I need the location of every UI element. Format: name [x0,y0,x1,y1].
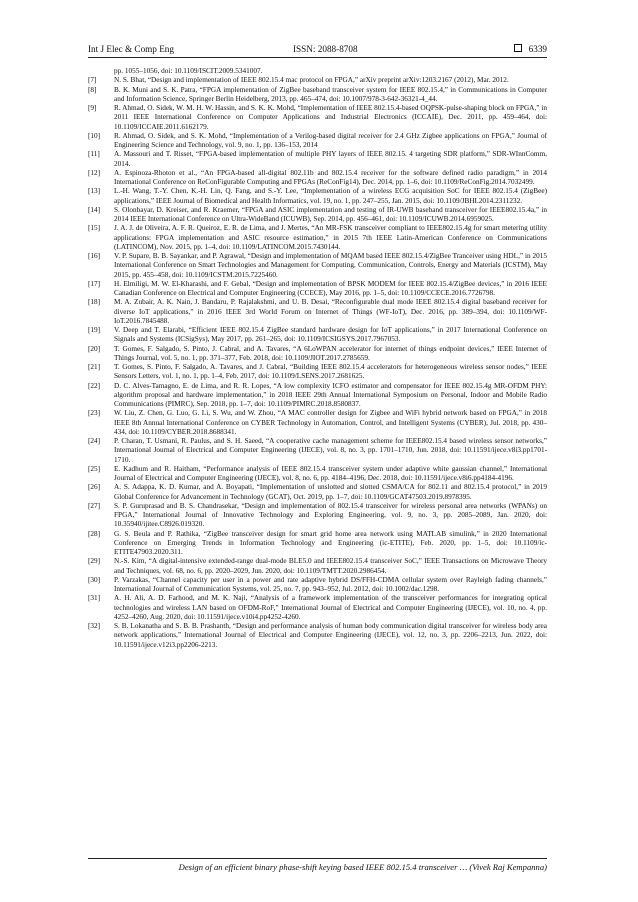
reference-item [88,502,547,530]
page-number-group [514,44,547,54]
reference-number: [19] [88,326,101,334]
reference-text: B. K. Muni and S. K. Patra, “FPGA implementation of ZigBee baseband transceiver system for IEEE 802.15.4,” in Communications in Computer and Information Science, Springer Berlin Heidelberg, 2013, pp. 465–474, doi: 10.1007/978-3-642-36321-4_44. [114,85,547,103]
square-box-icon [514,44,522,52]
reference-continuation-text: pp. 1055–1056, doi: 10.1109/ISCIT.2009.5341007. [114,67,263,75]
reference-text: S. B. Lokanatha and S. B. B. Prashanth, “Design and performance analysis of human body communication digital transceiver for wireless body area network applications,” International Journal of Electrical and Computer Engineering (IJECE), vol. 12, no. 3, pp. 2206–2213, Jun. 2022, doi: 10.11591/ijece.v12i3.pp2206-2213. [114,622,547,649]
reference-number: [13] [88,187,101,196]
reference-item [88,206,547,225]
reference-number: [17] [88,279,101,288]
reference-number: [12] [88,168,101,177]
reference-item [88,169,547,188]
reference-item [88,483,547,502]
reference-item [88,409,547,437]
reference-item [88,326,547,345]
reference-text: S. Olonbayar, D. Kreiser, and R. Kraemer, “FPGA and ASIC implementation and testing of IR-UWB baseband transceiver for IEEE802.15.4a,” in 2014 IEEE International Conference on Ultra-WideBand (ICUWB), Sep. 2014, pp. 456–461, doi: 10.1109/ICUWB.2014.6959025. [114,205,547,223]
reference-number: [27] [88,501,101,510]
reference-text: V. Deep and T. Elarabi, “Efficient IEEE 802.15.4 ZigBee standard hardware design for IoT applications,” in 2017 International Conference on Signals and Systems (ICSigSys), May 2017, pp. 261–265, doi: 10.1109/ICSIGSYS.2017.7967053. [114,326,547,344]
reference-text: T. Gomes, F. Salgado, S. Pinto, J. Cabral, and A. Tavares, “A 6LoWPAN accelerator for internet of things endpoint devices,” IEEE Internet of Things Journal, vol. 5, no. 1, pp. 371–377, Feb. 2018, doi: 10.1109/JIOT.2017.2785659. [114,344,547,362]
reference-item [88,622,547,650]
reference-number: [32] [88,622,101,630]
reference-item [88,76,547,85]
reference-number: [7] [88,76,97,85]
reference-number: [23] [88,409,101,418]
reference-number: [29] [88,557,101,566]
reference-item [88,382,547,410]
reference-item [88,465,547,484]
reference-text: R. Ahmad, O. Sidek, and S. K. Mohd, “Implementation of a Verilog-based digital receiver for 2.4 GHz Zigbee applications on FPGA,” Journal of Engineering Science and Technology, vol. 9, no. 1, pp. 136–153, 2014 [114,131,547,149]
reference-item [88,150,547,169]
running-footer: Design of an efficient binary phase-shift keying based IEEE 802.15.4 transceiver … (Vivek Raj Kempanna) [178,862,547,872]
reference-text: A. H. Ali, A. D. Farhood, and M. K. Naji, “Analysis of a framework implementation of the transceiver performances for integrating optical technologies and wireless LAN based on OFDM-RoF,” International Journal of Electrical and Computer Engineering (IJECE), vol. 10, no. 4, pp. 4252–4260, Aug. 2020, doi: 10.11591/ijece.v10i4.pp4252-4260. [114,594,547,621]
reference-number: [18] [88,298,101,307]
page-number: 6339 [528,44,547,54]
reference-text: A. Espinoza-Rhoton et al., “An FPGA-based all-digital 802.11b and 802.15.4 receiver for the software defined radio paradigm,” in 2014 International Conference on ReConFigurable Computing and FPGAs (ReConFig14), Dec. 2014, pp. 1–6, doi: 10.1109/ReConFig.2014.7032499. [114,168,547,186]
reference-item [88,576,547,595]
reference-number: [21] [88,363,101,371]
reference-number: [15] [88,224,101,233]
reference-text: H. Elmiligi, M. W. El-Kharashi, and F. Gebal, “Design and implementation of BPSK MODEM for IEEE 802.15.4/ZigBee devices,” in 2016 IEEE Canadian Conference on Electrical and Computer Engineering (CCECE), May 2016, pp. 1–5, doi: 10.1109/CCECE.2016.7726798. [114,279,547,297]
reference-item [88,132,547,151]
reference-continuation [88,67,547,76]
footer-rule [88,858,547,859]
reference-text: M. A. Zubair, A. K. Nain, J. Bandaru, P. Rajalakshmi, and U. B. Desai, “Reconfigurable dual mode IEEE 802.15.4 digital baseband receiver for diverse IoT applications,” in 2016 IEEE 3rd World Forum on Internet of Things (WF-IoT), Dec. 2016, pp. 389–394, doi: 10.1109/WF-IoT.2016.7845488. [114,298,547,325]
reference-text: D. C. Alves-Tamagno, E. de Lima, and R. R. Lopes, “A low complexity ICFO estimator and compensator for IEEE 802.15.4g MR-OFDM PHY: algorithm proposal and hardware implementation,” in 2018 IEEE 29th Annual International Symposium on Personal, Indoor and Mobile Radio Communications (PIMRC), Sep. 2018, pp. 1–7, doi: 10.1109/PIMRC.2018.8580837. [114,381,547,408]
reference-text: N.-S. Kim, “A digital-intensive extended-range dual-mode BLE5.0 and IEEE802.15.4 transceiver SoC,” IEEE Transactions on Microwave Theory and Techniques, vol. 68, no. 6, pp. 2020–2029, Jun. 2020, doi: 10.1109/TMTT.2020.2986454. [114,557,547,575]
reference-item [88,363,547,382]
reference-item [88,187,547,206]
reference-text: A. S. Adappa, K. D. Kumar, and A. Boyapati, “Implementation of unslotted and slotted CSMA/CA for 802.11 and 802.15.4 protocol,” in 2019 Global Conference for Advancement in Technology (GCAT), Oct. 2019, pp. 1–7, doi: 10.1109/GCAT47503.2019.8978395. [114,483,547,501]
reference-item [88,280,547,299]
reference-item [88,437,547,465]
journal-name: Int J Elec & Comp Eng [88,44,174,54]
reference-item [88,224,547,252]
reference-item [88,298,547,326]
reference-text: R. Ahmad, O. Sidek, W. M. H. W. Hassin, and S. K. K. Mohd, “Implementation of IEEE 802.15.4-based OQPSK-pulse-shaping block on FPGA,” in 2011 IEEE International Conference on Computer Applications and Industrial Electronics (ICCAIE), Dec. 2011, pp. 459–464, doi: 10.1109/ICCAIE.2011.6162179. [114,104,547,131]
reference-number: [24] [88,437,101,445]
reference-number: [20] [88,344,101,353]
reference-number: [10] [88,131,101,140]
reference-number: [11] [88,150,100,159]
reference-text: S. P. Guruprasad and B. S. Chandrasekar, “Design and implementation of 802.15.4 transceiver for wireless personal area networks (WPANs) on FPGA,” International Journal of Innovative Technology and Exploring Engineering, vol. 9, no. 3, pp. 2085–2089, Jan. 2020, doi: 10.35940/ijitee.C8926.019320. [114,501,547,529]
reference-number: [25] [88,464,101,473]
reference-item [88,530,547,558]
reference-number: [28] [88,529,101,538]
reference-text: E. Kadhum and R. Haitham, “Performance analysis of IEEE 802.15.4 transceiver system under adaptive white gaussian channel,” International Journal of Electrical and Computer Engineering (IJECE), vol. 8, no. 6, pp. 4184–4196, Dec. 2018, doi: 10.11591/ijece.v8i6.pp4184-4196. [114,464,547,482]
reference-item [88,345,547,364]
reference-number: [30] [88,575,101,584]
reference-text: T. Gomes, S. Pinto, F. Salgado, A. Tavares, and J. Cabral, “Building IEEE 802.15.4 accelerators for heterogeneous wireless sensor nodes,” IEEE Sensors Letters, vol. 1, no. 1, pp. 1–4, Feb. 2017, doi: 10.1109/LSENS.2017.2681625. [114,363,547,381]
reference-text: J. A. J. de Oliveira, A. F. R. Queiroz, E. R. de Lima, and J. Mertes, “An MR-FSK transceiver compliant to IEEE802.15.4g for smart metering utility applications: FPGA implementation and ASIC resource estimation,” in 2015 7th IEEE Latin-American Conference on Communications (LATINCOM), Nov. 2015, pp. 1–4, doi: 10.1109/LATINCOM.2015.7430144. [114,224,547,251]
reference-text: N. S. Bhat, “Design and implementation of IEEE 802.15.4 mac protocol on FPGA,” arXiv preprint arXiv:1203.2167 (2012), Mar. 2012. [114,76,509,85]
reference-number: [16] [88,252,101,260]
issn: ISSN: 2088-8708 [293,44,358,54]
reference-number: [9] [88,104,97,112]
reference-text: P. Varzakas, “Channel capacity per user in a power and rate adaptive hybrid DS/FFH-CDMA cellular system over Rayleigh fading channels,” International Journal of Communication Systems, vol. 25, no. 7, pp. 943–952, Jul. 2012, doi: 10.1002/dac.1298. [114,575,547,593]
reference-item [88,557,547,576]
reference-number: [31] [88,594,101,603]
reference-text: L.-H. Wang, T.-Y. Chen, K.-H. Lin, Q. Fang, and S.-Y. Lee, “Implementation of a wireless ECG acquisition SoC for IEEE 802.15.4 (ZigBee) applications,” IEEE Journal of Biomedical and Health Informatics, vol. 19, no. 1, pp. 247–255, Jan. 2015, doi: 10.1109/JBHI.2014.2311232. [114,187,547,205]
reference-number: [8] [88,85,97,94]
reference-item [88,594,547,622]
reference-item [88,104,547,132]
reference-list [88,67,547,650]
reference-number: [26] [88,483,101,492]
reference-number: [22] [88,381,101,390]
reference-text: W. Liu, Z. Chen, G. Luo, G. Li, S. Wu, and W. Zhou, “A MAC controller design for Zigbee and WiFi hybrid network based on FPGA,” in 2018 IEEE 8th Annual International Conference on CYBER Technology in Automation, Control, and Intelligent Systems (CYBER), Jul. 2018, pp. 430–434, doi: 10.1109/CYBER.2018.8688341. [114,409,547,436]
reference-text: V. P. Supare, B. B. Sayankar, and P. Agrawal, “Design and implementation of MQAM based IEEE 802.15.4/ZigBee Tranceiver using HDL,” in 2015 International Conference on Smart Technologies and Management for Computing, Communication, Controls, Energy and Materials (ICSTM), May 2015, pp. 455–458, doi: 10.1109/ICSTM.2015.7225460. [114,252,547,279]
reference-text: A. Massouri and T. Risset, “FPGA-based implementation of multiple PHY layers of IEEE 802.15. 4 targeting SDR platform,” SDR-WInnComm, 2014. [114,150,547,168]
header-rule [88,57,547,58]
reference-text: G. S. Beula and P. Rathika, “ZigBee transceiver design for smart grid home area network using MATLAB simulink,” in 2020 International Conference on Emerging Trends in Information Technology and Engineering (ic-ETITE), Feb. 2020, pp. 1–5, doi: 10.1109/ic-ETITE47903.2020.311. [114,529,547,556]
reference-number: [14] [88,205,101,214]
reference-item [88,252,547,280]
reference-text: P. Charan, T. Usmani, R. Paulus, and S. H. Saeed, “A cooperative cache management scheme for IEEE802.15.4 based wireless sensor networks,” International Journal of Electrical and Computer Engineering (IJECE), vol. 8, no. 3, pp. 1701–1710, Jun. 2018, doi: 10.11591/ijece.v8i3.pp1701-1710. [114,437,547,464]
reference-item [88,86,547,105]
